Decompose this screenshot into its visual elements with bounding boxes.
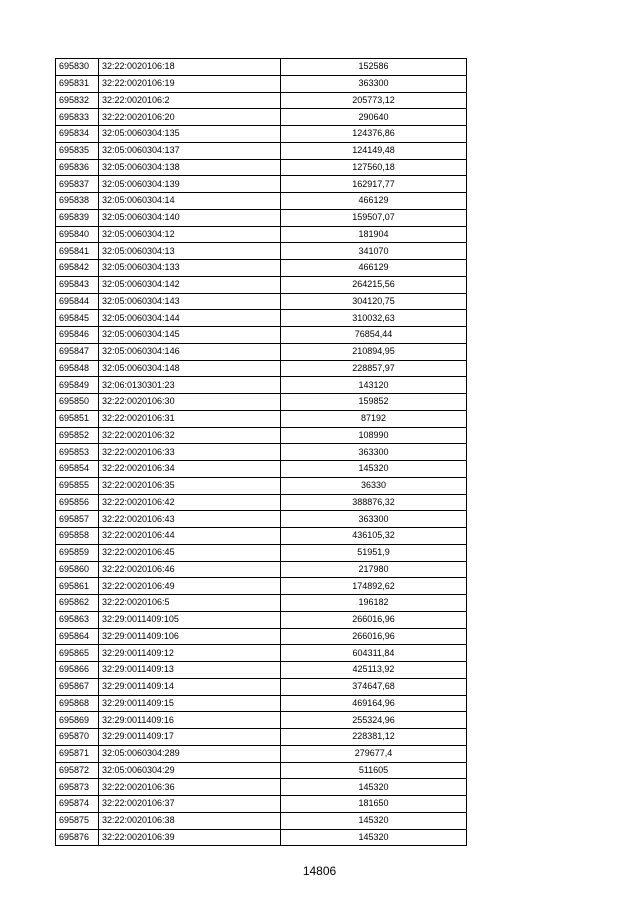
cadastral-number-cell: 32:22:0020106:30 bbox=[99, 394, 281, 411]
cadastral-number-cell: 32:05:0060304:133 bbox=[99, 260, 281, 277]
value-cell: 145320 bbox=[281, 829, 467, 846]
cadastral-number-cell: 32:22:0020106:35 bbox=[99, 477, 281, 494]
table-row bbox=[56, 209, 467, 226]
row-number-cell: 695856 bbox=[56, 494, 99, 511]
table-row bbox=[56, 762, 467, 779]
table-row bbox=[56, 745, 467, 762]
cadastral-number-cell: 32:05:0060304:145 bbox=[99, 327, 281, 344]
cadastral-number-cell: 32:22:0020106:37 bbox=[99, 796, 281, 813]
table-row bbox=[56, 779, 467, 796]
table-row bbox=[56, 226, 467, 243]
value-cell: 108990 bbox=[281, 427, 467, 444]
row-number-cell: 695831 bbox=[56, 75, 99, 92]
value-cell: 228857,97 bbox=[281, 360, 467, 377]
value-cell: 76854,44 bbox=[281, 327, 467, 344]
cadastral-number-cell: 32:05:0060304:289 bbox=[99, 745, 281, 762]
value-cell: 436105,32 bbox=[281, 528, 467, 545]
value-cell: 466129 bbox=[281, 193, 467, 210]
cadastral-number-cell: 32:05:0060304:146 bbox=[99, 343, 281, 360]
cadastral-number-cell: 32:29:0011409:15 bbox=[99, 695, 281, 712]
value-cell: 388876,32 bbox=[281, 494, 467, 511]
table-row bbox=[56, 310, 467, 327]
table-row bbox=[56, 343, 467, 360]
data-table bbox=[55, 58, 467, 846]
cadastral-number-cell: 32:22:0020106:38 bbox=[99, 812, 281, 829]
table-row bbox=[56, 678, 467, 695]
cadastral-number-cell: 32:22:0020106:33 bbox=[99, 444, 281, 461]
cadastral-number-cell: 32:22:0020106:49 bbox=[99, 578, 281, 595]
table-row bbox=[56, 645, 467, 662]
table-row bbox=[56, 729, 467, 746]
cadastral-number-cell: 32:22:0020106:31 bbox=[99, 410, 281, 427]
cadastral-number-cell: 32:22:0020106:32 bbox=[99, 427, 281, 444]
table-row bbox=[56, 528, 467, 545]
cadastral-number-cell: 32:05:0060304:148 bbox=[99, 360, 281, 377]
cadastral-number-cell: 32:22:0020106:42 bbox=[99, 494, 281, 511]
value-cell: 604311,84 bbox=[281, 645, 467, 662]
row-number-cell: 695872 bbox=[56, 762, 99, 779]
value-cell: 127560,18 bbox=[281, 159, 467, 176]
row-number-cell: 695841 bbox=[56, 243, 99, 260]
row-number-cell: 695865 bbox=[56, 645, 99, 662]
cadastral-number-cell: 32:05:0060304:142 bbox=[99, 276, 281, 293]
value-cell: 159852 bbox=[281, 394, 467, 411]
value-cell: 159507,07 bbox=[281, 209, 467, 226]
table-row bbox=[56, 561, 467, 578]
row-number-cell: 695838 bbox=[56, 193, 99, 210]
cadastral-number-cell: 32:29:0011409:16 bbox=[99, 712, 281, 729]
value-cell: 145320 bbox=[281, 461, 467, 478]
row-number-cell: 695859 bbox=[56, 544, 99, 561]
table-row bbox=[56, 595, 467, 612]
row-number-cell: 695870 bbox=[56, 729, 99, 746]
row-number-cell: 695867 bbox=[56, 678, 99, 695]
table-row bbox=[56, 578, 467, 595]
cadastral-number-cell: 32:22:0020106:19 bbox=[99, 75, 281, 92]
value-cell: 279677,4 bbox=[281, 745, 467, 762]
table-body bbox=[56, 59, 467, 846]
value-cell: 255324,96 bbox=[281, 712, 467, 729]
value-cell: 374647,68 bbox=[281, 678, 467, 695]
table-row bbox=[56, 511, 467, 528]
cadastral-number-cell: 32:22:0020106:39 bbox=[99, 829, 281, 846]
row-number-cell: 695853 bbox=[56, 444, 99, 461]
cadastral-number-cell: 32:05:0060304:13 bbox=[99, 243, 281, 260]
row-number-cell: 695834 bbox=[56, 126, 99, 143]
cadastral-number-cell: 32:05:0060304:144 bbox=[99, 310, 281, 327]
cadastral-number-cell: 32:22:0020106:34 bbox=[99, 461, 281, 478]
value-cell: 145320 bbox=[281, 779, 467, 796]
value-cell: 304120,75 bbox=[281, 293, 467, 310]
table-row bbox=[56, 477, 467, 494]
table-row bbox=[56, 394, 467, 411]
table-row bbox=[56, 628, 467, 645]
cadastral-number-cell: 32:29:0011409:106 bbox=[99, 628, 281, 645]
cadastral-number-cell: 32:29:0011409:105 bbox=[99, 611, 281, 628]
value-cell: 341070 bbox=[281, 243, 467, 260]
row-number-cell: 695863 bbox=[56, 611, 99, 628]
table-row bbox=[56, 544, 467, 561]
row-number-cell: 695854 bbox=[56, 461, 99, 478]
table-row bbox=[56, 812, 467, 829]
cadastral-number-cell: 32:22:0020106:36 bbox=[99, 779, 281, 796]
table-row bbox=[56, 410, 467, 427]
cadastral-number-cell: 32:05:0060304:140 bbox=[99, 209, 281, 226]
cadastral-number-cell: 32:29:0011409:13 bbox=[99, 662, 281, 679]
table-row bbox=[56, 360, 467, 377]
value-cell: 181904 bbox=[281, 226, 467, 243]
row-number-cell: 695860 bbox=[56, 561, 99, 578]
row-number-cell: 695846 bbox=[56, 327, 99, 344]
value-cell: 143120 bbox=[281, 377, 467, 394]
cadastral-number-cell: 32:22:0020106:45 bbox=[99, 544, 281, 561]
table-row bbox=[56, 276, 467, 293]
table-row bbox=[56, 461, 467, 478]
value-cell: 162917,77 bbox=[281, 176, 467, 193]
row-number-cell: 695843 bbox=[56, 276, 99, 293]
value-cell: 174892,62 bbox=[281, 578, 467, 595]
value-cell: 145320 bbox=[281, 812, 467, 829]
row-number-cell: 695873 bbox=[56, 779, 99, 796]
value-cell: 363300 bbox=[281, 444, 467, 461]
table-row bbox=[56, 59, 467, 76]
table-row bbox=[56, 829, 467, 846]
cadastral-number-cell: 32:22:0020106:43 bbox=[99, 511, 281, 528]
value-cell: 264215,56 bbox=[281, 276, 467, 293]
table-row bbox=[56, 159, 467, 176]
table-row bbox=[56, 712, 467, 729]
value-cell: 425113,92 bbox=[281, 662, 467, 679]
row-number-cell: 695874 bbox=[56, 796, 99, 813]
row-number-cell: 695842 bbox=[56, 260, 99, 277]
cadastral-number-cell: 32:29:0011409:12 bbox=[99, 645, 281, 662]
table-row bbox=[56, 327, 467, 344]
table-row bbox=[56, 662, 467, 679]
cadastral-number-cell: 32:22:0020106:18 bbox=[99, 59, 281, 76]
row-number-cell: 695862 bbox=[56, 595, 99, 612]
row-number-cell: 695849 bbox=[56, 377, 99, 394]
value-cell: 196182 bbox=[281, 595, 467, 612]
cadastral-number-cell: 32:05:0060304:135 bbox=[99, 126, 281, 143]
table-row bbox=[56, 193, 467, 210]
row-number-cell: 695861 bbox=[56, 578, 99, 595]
row-number-cell: 695850 bbox=[56, 394, 99, 411]
row-number-cell: 695832 bbox=[56, 92, 99, 109]
table-row bbox=[56, 494, 467, 511]
cadastral-number-cell: 32:05:0060304:29 bbox=[99, 762, 281, 779]
row-number-cell: 695868 bbox=[56, 695, 99, 712]
row-number-cell: 695836 bbox=[56, 159, 99, 176]
row-number-cell: 695864 bbox=[56, 628, 99, 645]
value-cell: 466129 bbox=[281, 260, 467, 277]
cadastral-number-cell: 32:05:0060304:139 bbox=[99, 176, 281, 193]
cadastral-number-cell: 32:29:0011409:14 bbox=[99, 678, 281, 695]
table-row bbox=[56, 260, 467, 277]
row-number-cell: 695830 bbox=[56, 59, 99, 76]
row-number-cell: 695835 bbox=[56, 142, 99, 159]
value-cell: 228381,12 bbox=[281, 729, 467, 746]
cadastral-number-cell: 32:22:0020106:5 bbox=[99, 595, 281, 612]
row-number-cell: 695840 bbox=[56, 226, 99, 243]
cadastral-number-cell: 32:05:0060304:12 bbox=[99, 226, 281, 243]
cadastral-number-cell: 32:05:0060304:143 bbox=[99, 293, 281, 310]
table-row bbox=[56, 126, 467, 143]
table-row bbox=[56, 611, 467, 628]
value-cell: 87192 bbox=[281, 410, 467, 427]
value-cell: 266016,96 bbox=[281, 628, 467, 645]
value-cell: 124149,48 bbox=[281, 142, 467, 159]
row-number-cell: 695851 bbox=[56, 410, 99, 427]
row-number-cell: 695869 bbox=[56, 712, 99, 729]
value-cell: 124376,86 bbox=[281, 126, 467, 143]
value-cell: 266016,96 bbox=[281, 611, 467, 628]
cadastral-number-cell: 32:22:0020106:2 bbox=[99, 92, 281, 109]
cadastral-number-cell: 32:05:0060304:137 bbox=[99, 142, 281, 159]
table-row bbox=[56, 176, 467, 193]
row-number-cell: 695837 bbox=[56, 176, 99, 193]
cadastral-number-cell: 32:29:0011409:17 bbox=[99, 729, 281, 746]
table-row bbox=[56, 796, 467, 813]
value-cell: 51951,9 bbox=[281, 544, 467, 561]
value-cell: 181650 bbox=[281, 796, 467, 813]
row-number-cell: 695848 bbox=[56, 360, 99, 377]
row-number-cell: 695858 bbox=[56, 528, 99, 545]
table-row bbox=[56, 444, 467, 461]
row-number-cell: 695855 bbox=[56, 477, 99, 494]
page-number: 14806 bbox=[302, 864, 337, 878]
row-number-cell: 695839 bbox=[56, 209, 99, 226]
table-row bbox=[56, 75, 467, 92]
row-number-cell: 695844 bbox=[56, 293, 99, 310]
table-row bbox=[56, 427, 467, 444]
row-number-cell: 695845 bbox=[56, 310, 99, 327]
value-cell: 363300 bbox=[281, 511, 467, 528]
cadastral-number-cell: 32:05:0060304:14 bbox=[99, 193, 281, 210]
row-number-cell: 695847 bbox=[56, 343, 99, 360]
value-cell: 363300 bbox=[281, 75, 467, 92]
row-number-cell: 695833 bbox=[56, 109, 99, 126]
value-cell: 290640 bbox=[281, 109, 467, 126]
cadastral-number-cell: 32:22:0020106:46 bbox=[99, 561, 281, 578]
table-row bbox=[56, 243, 467, 260]
table-row bbox=[56, 695, 467, 712]
value-cell: 36330 bbox=[281, 477, 467, 494]
row-number-cell: 695876 bbox=[56, 829, 99, 846]
cadastral-number-cell: 32:22:0020106:44 bbox=[99, 528, 281, 545]
table-row bbox=[56, 92, 467, 109]
value-cell: 469164,96 bbox=[281, 695, 467, 712]
row-number-cell: 695857 bbox=[56, 511, 99, 528]
value-cell: 217980 bbox=[281, 561, 467, 578]
row-number-cell: 695871 bbox=[56, 745, 99, 762]
row-number-cell: 695875 bbox=[56, 812, 99, 829]
table-row bbox=[56, 293, 467, 310]
value-cell: 152586 bbox=[281, 59, 467, 76]
cadastral-number-cell: 32:06:0130301:23 bbox=[99, 377, 281, 394]
cadastral-number-cell: 32:22:0020106:20 bbox=[99, 109, 281, 126]
table-row bbox=[56, 377, 467, 394]
row-number-cell: 695852 bbox=[56, 427, 99, 444]
cadastral-number-cell: 32:05:0060304:138 bbox=[99, 159, 281, 176]
value-cell: 210894,95 bbox=[281, 343, 467, 360]
table-row bbox=[56, 109, 467, 126]
table-row bbox=[56, 142, 467, 159]
value-cell: 205773,12 bbox=[281, 92, 467, 109]
value-cell: 310032,63 bbox=[281, 310, 467, 327]
row-number-cell: 695866 bbox=[56, 662, 99, 679]
value-cell: 511605 bbox=[281, 762, 467, 779]
